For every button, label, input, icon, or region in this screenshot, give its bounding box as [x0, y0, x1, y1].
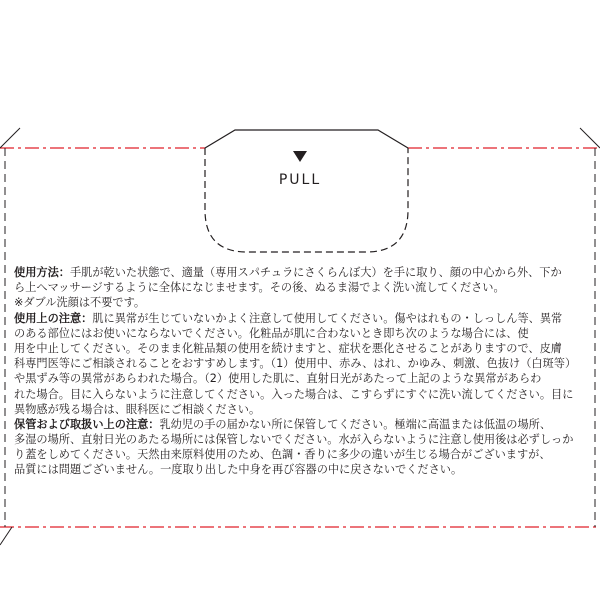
pull-tab[interactable]: [205, 130, 408, 252]
down-triangle-icon: [290, 150, 310, 164]
instruction-text: 科専門医等にご相談されることをおすすめします。（1）使用中、赤み、はれ、かゆみ、刺激、色抜け（白斑等）: [14, 357, 577, 371]
instruction-line: [14, 311, 586, 326]
instruction-line: [14, 341, 586, 356]
instruction-line: [14, 295, 586, 310]
instruction-line: [14, 417, 586, 432]
instruction-text: 肌に異常が生じていないかよく注意して使用してください。傷やはれもの・しっしん等、異常: [92, 311, 563, 325]
crease-top-left: [0, 128, 20, 148]
instruction-line: [14, 356, 586, 371]
instruction-line: [14, 462, 586, 477]
instruction-text: 品質には問題ございません。一度取り出した中身を再び容器の中に戻さないでください。: [14, 463, 463, 477]
instruction-text: ※ダブル洗顔は不要です。: [14, 296, 146, 310]
crease-bottom-left: [0, 527, 12, 545]
instruction-line: [14, 387, 586, 402]
crease-top-right: [580, 128, 600, 148]
section-heading: 使用上の注意：: [14, 311, 93, 325]
instruction-line: [14, 447, 586, 462]
instruction-text: 乳幼児の手の届かない所に保管してください。極端に高温または低温の場所、: [159, 417, 552, 431]
instruction-text: のある部位にはお使いにならないでください。化粧品が肌に合わないとき即ち次のような場合には、使: [14, 326, 529, 340]
section-heading: 使用方法：: [14, 266, 70, 279]
pull-label: PULL: [278, 172, 322, 188]
instruction-text: り蓋をしめてください。天然由来原料使用のため、色調・香りに多少の違いが生じる場合がございますが、: [14, 448, 551, 462]
instruction-text: 多湿の場所、直射日光のあたる場所には保管しないでください。水が入らないように注意し使用後は必ずしっか: [14, 433, 574, 447]
instruction-line: [14, 265, 586, 280]
section-heading: 保管および取扱い上の注意：: [14, 417, 160, 431]
instructions-text: [14, 265, 586, 478]
instruction-text: 用を中止してください。そのまま化粧品類の使用を続けますと、症状を悪化させることがありますので、皮膚: [14, 341, 562, 355]
instruction-line: [14, 371, 586, 386]
instruction-text: や黒ずみ等の異常があらわれた場合。（2）使用した肌に、直射日光があたって上記のような異常があらわ: [14, 372, 542, 386]
instruction-text: ら上へマッサージするように全体になじませます。その後、ぬるま湯でよく洗い流してください。: [14, 281, 505, 295]
instruction-line: [14, 402, 586, 417]
instruction-text: 手肌が乾いた状態で、適量（専用スパチュラにさくらんぼ大）を手に取り、顔の中心から外、下か: [69, 266, 562, 279]
instruction-text: れた場合。目に入らないように注意してください。入った場合は、こすらずにすぐに洗い流してください。目に: [14, 387, 574, 401]
instruction-line: [14, 326, 586, 341]
instruction-line: [14, 280, 586, 295]
instruction-line: [14, 432, 586, 447]
instruction-text: 異物感が残る場合は、眼科医にご相談ください。: [14, 402, 261, 416]
